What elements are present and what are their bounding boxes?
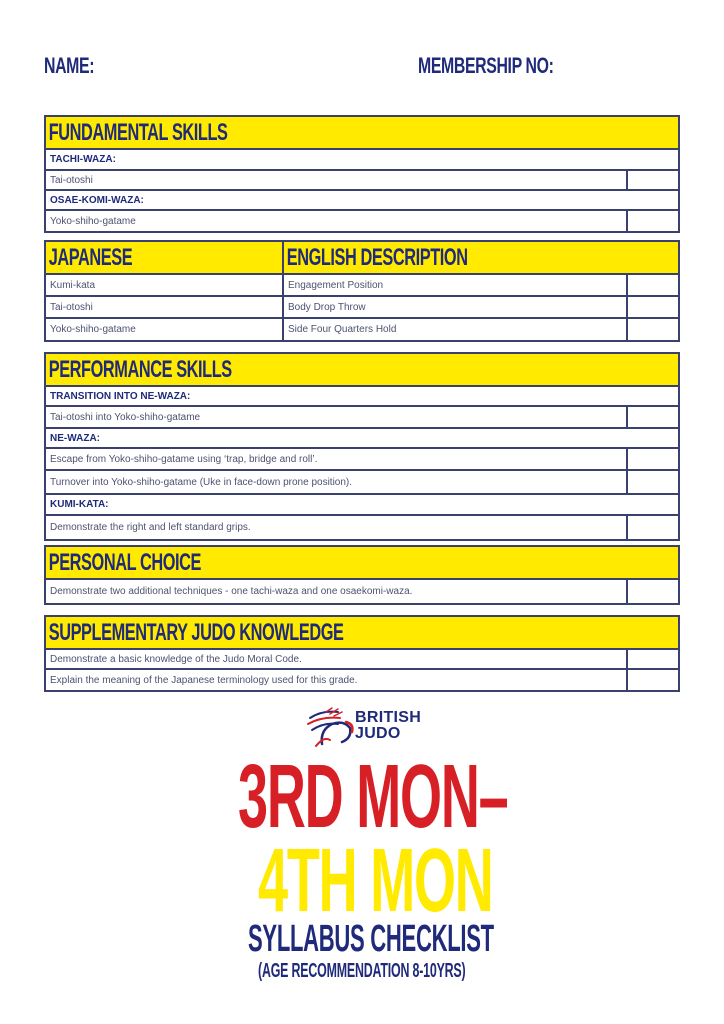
logo-line-judo: JUDO xyxy=(355,725,401,742)
item-text: Explain the meaning of the Japanese terminology used for this grade. xyxy=(50,674,358,686)
check-box[interactable] xyxy=(626,650,678,668)
check-box[interactable] xyxy=(626,471,678,493)
item-text: Yoko-shiho-gatame xyxy=(50,215,136,227)
section-title: PERSONAL CHOICE xyxy=(48,549,201,576)
checklist-row xyxy=(46,171,678,191)
section-header xyxy=(46,354,678,387)
subheading-row xyxy=(46,495,678,516)
english-term: Side Four Quarters Hold xyxy=(288,324,397,335)
check-box[interactable] xyxy=(626,211,678,231)
check-box[interactable] xyxy=(626,297,678,317)
syllabus-subtitle: SYLLABUS CHECKLIST xyxy=(248,918,494,960)
item-text: Demonstrate the right and left standard grips. xyxy=(50,522,251,533)
age-recommendation: (AGE RECOMMENDATION 8-10YRS) xyxy=(258,960,466,982)
check-box[interactable] xyxy=(626,171,678,189)
column-header-english: ENGLISH DESCRIPTION xyxy=(286,244,468,271)
checklist-row xyxy=(46,670,678,690)
membership-label: MEMBERSHIP NO: xyxy=(418,53,554,78)
logo-text xyxy=(355,710,421,742)
item-text: Escape from Yoko-shiho-gatame using ‘trap, bridge and roll’. xyxy=(50,453,318,465)
checklist-row xyxy=(46,471,678,495)
checklist-row xyxy=(46,407,678,429)
checklist-row xyxy=(46,650,678,670)
subheading-row xyxy=(46,387,678,407)
check-box[interactable] xyxy=(626,670,678,690)
terminology-table xyxy=(44,240,680,342)
subheading: OSAE-KOMI-WAZA: xyxy=(50,194,144,206)
check-box[interactable] xyxy=(626,407,678,427)
subheading-row xyxy=(46,191,678,211)
section-header xyxy=(46,117,678,150)
grade-title-line2: 4TH MON xyxy=(258,831,493,931)
section-title: PERFORMANCE SKILLS xyxy=(48,356,232,383)
table-header xyxy=(46,242,678,275)
item-text: Demonstrate a basic knowledge of the Judo Moral Code. xyxy=(50,653,302,665)
section-title: FUNDAMENTAL SKILLS xyxy=(48,119,228,146)
check-box[interactable] xyxy=(626,275,678,295)
english-term: Body Drop Throw xyxy=(288,301,366,313)
check-box[interactable] xyxy=(626,580,678,603)
term-row xyxy=(46,297,678,319)
checklist-row xyxy=(46,449,678,471)
japanese-term: Kumi-kata xyxy=(46,275,284,295)
supplementary-knowledge-table xyxy=(44,615,680,692)
grade-title-line1: 3RD MON– xyxy=(238,747,508,847)
term-row xyxy=(46,319,678,340)
fundamental-skills-table xyxy=(44,115,680,233)
logo-line-british: BRITISH xyxy=(355,709,422,726)
english-term: Engagement Position xyxy=(288,279,384,291)
item-text: Demonstrate two additional techniques - one tachi-waza and one osaekomi-waza. xyxy=(50,586,413,597)
japanese-term: Yoko-shiho-gatame xyxy=(46,319,284,340)
subheading-row xyxy=(46,150,678,171)
item-text: Tai-otoshi into Yoko-shiho-gatame xyxy=(50,411,201,423)
section-header xyxy=(46,547,678,580)
checklist-row xyxy=(46,211,678,231)
checklist-row xyxy=(46,516,678,539)
subheading: TACHI-WAZA: xyxy=(50,154,116,165)
personal-choice-table xyxy=(44,545,680,605)
column-header-japanese: JAPANESE xyxy=(48,244,133,271)
check-box[interactable] xyxy=(626,516,678,539)
name-label: NAME: xyxy=(44,53,95,78)
section-title: SUPPLEMENTARY JUDO KNOWLEDGE xyxy=(48,619,344,646)
performance-skills-table xyxy=(44,352,680,541)
term-row xyxy=(46,275,678,297)
section-header xyxy=(46,617,678,650)
item-text: Tai-otoshi xyxy=(50,174,93,186)
item-text: Turnover into Yoko-shiho-gatame (Uke in face-down prone position). xyxy=(50,476,353,488)
subheading: TRANSITION INTO NE-WAZA: xyxy=(50,390,191,402)
subheading: KUMI-KATA: xyxy=(50,499,109,510)
check-box[interactable] xyxy=(626,319,678,340)
japanese-term: Tai-otoshi xyxy=(46,297,284,317)
subheading: NE-WAZA: xyxy=(50,432,100,444)
check-box[interactable] xyxy=(626,449,678,469)
checklist-row xyxy=(46,580,678,603)
subheading-row xyxy=(46,429,678,449)
